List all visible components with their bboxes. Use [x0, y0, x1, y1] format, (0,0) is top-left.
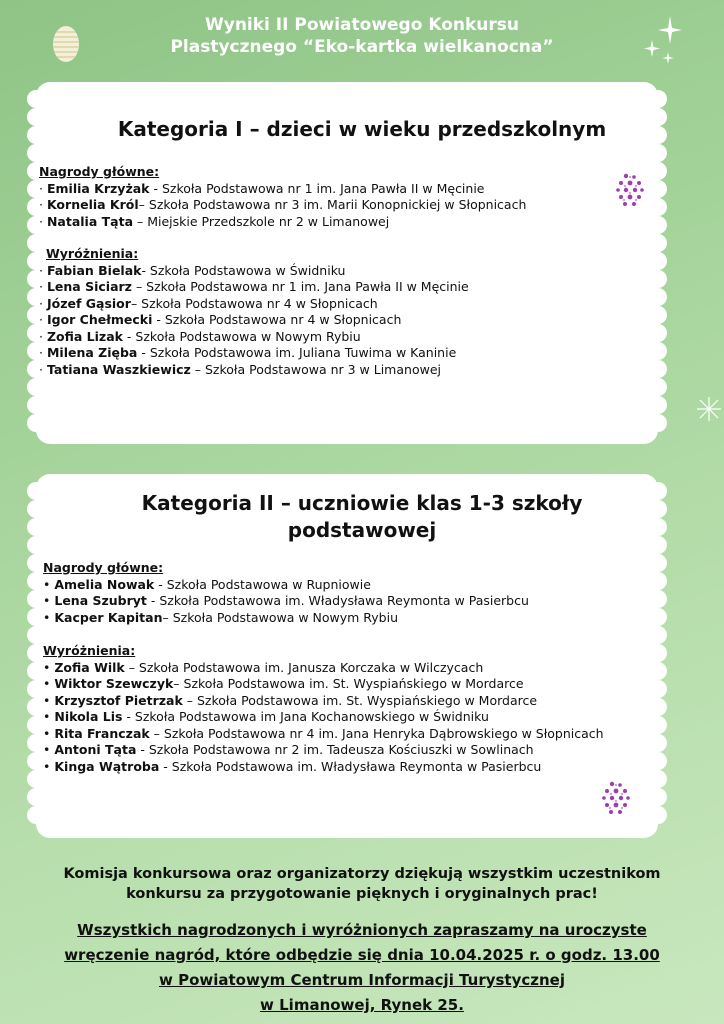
list-item: · Emilia Krzyżak - Szkoła Podstawowa nr 1 im. Jana Pawła II w Męcinie [39, 180, 485, 196]
honors-heading: Wyróżnienia: [43, 643, 136, 658]
header-title-line2: Plastycznego “Eko-kartka wielkanocna” [170, 37, 554, 57]
list-item: · Zofia Lizak - Szkoła Podstawowa w Nowym Rybiu [39, 328, 361, 344]
thanks-line1: Komisja konkursowa oraz organizatorzy dziękują wszystkim uczestnikom [63, 866, 661, 882]
category2-card [36, 474, 658, 838]
invite-line2: wręczenie nagród, które odbędzie się dnia 10.04.2025 r. o godz. 13.00 [64, 946, 660, 964]
list-item: · Kornelia Król– Szkoła Podstawowa nr 3 im. Marii Konopnickiej w Słopnicach [39, 197, 527, 212]
category2-title-line2: podstawowej [287, 518, 437, 542]
honors-heading: Wyróżnienia: [46, 246, 139, 261]
flower-egg-icon [612, 168, 648, 212]
list-item: · Igor Chełmecki - Szkoła Podstawowa nr 4 w Słopnicach [39, 312, 402, 327]
sparkle-icon [696, 396, 722, 422]
list-item: • Kacper Kapitan– Szkoła Podstawowa w Nowym Rybiu [43, 609, 399, 625]
category2-main-prizes [43, 560, 529, 626]
list-item: • Kinga Wątroba - Szkoła Podstawowa im. Władysława Reymonta w Pasierbcu [43, 758, 542, 774]
category1-card [36, 82, 658, 444]
list-item: · Tatiana Waszkiewicz – Szkoła Podstawowa nr 3 w Limanowej [39, 361, 441, 377]
list-item: • Wiktor Szewczyk– Szkoła Podstawowa im. St. Wyspiańskiego w Mordarce [43, 676, 524, 691]
list-item: • Lena Szubryt - Szkoła Podstawowa im. Władysława Reymonta w Pasierbcu [43, 593, 529, 608]
list-item: · Józef Gąsior– Szkoła Podstawowa nr 4 w Słopnicach [39, 295, 378, 311]
sparkle-icon [640, 14, 684, 66]
list-item: • Amelia Nowak - Szkoła Podstawowa w Rupniowie [43, 576, 371, 592]
category1-main-prizes [39, 164, 526, 230]
category2-title-line1: Kategoria II – uczniowie klas 1-3 szkoły [141, 491, 583, 515]
list-item: • Zofia Wilk – Szkoła Podstawowa im. Janusza Korczaka w Wilczycach [43, 659, 484, 675]
list-item: • Krzysztof Pietrzak – Szkoła Podstawowa im. St. Wyspiańskiego w Mordarce [43, 692, 538, 708]
list-item: · Fabian Bielak- Szkoła Podstawowa w Świdniku [39, 262, 346, 278]
list-item: • Antoni Tąta - Szkoła Podstawowa nr 2 im. Tadeusza Kościuszki w Sowlinach [43, 742, 534, 757]
list-item: · Milena Zięba - Szkoła Podstawowa im. Juliana Tuwima w Kaninie [39, 345, 457, 360]
footer-invitation [0, 918, 724, 1018]
list-item: · Lena Siciarz – Szkoła Podstawowa nr 1 im. Jana Pawła II w Męcinie [39, 279, 469, 294]
page-header [0, 14, 724, 58]
header-title-line1: Wyniki II Powiatowego Konkursu [204, 15, 519, 35]
main-prizes-heading: Nagrody główne: [43, 560, 164, 575]
invite-line4: w Limanowej, Rynek 25. [260, 996, 464, 1014]
invite-line3: w Powiatowym Centrum Informacji Turystycznej [159, 971, 565, 989]
flower-egg-icon [598, 776, 634, 820]
list-item: • Rita Franczak – Szkoła Podstawowa nr 4 im. Jana Henryka Dąbrowskiego w Słopnicach [43, 725, 604, 741]
footer-thanks [0, 864, 724, 904]
thanks-line2: konkursu za przygotowanie pięknych i oryginalnych prac! [126, 886, 598, 902]
category2-honors [43, 643, 604, 775]
category1-honors [39, 246, 469, 378]
list-item: • Nikola Lis - Szkoła Podstawowa im Jana Kochanowskiego w Świdniku [43, 709, 489, 724]
category1-title: Kategoria I – dzieci w wieku przedszkolnym [117, 117, 607, 141]
category2-title [36, 490, 658, 544]
main-prizes-heading: Nagrody główne: [39, 164, 160, 179]
invite-line1: Wszystkich nagrodzonych i wyróżnionych zapraszamy na uroczyste [77, 921, 647, 939]
list-item: · Natalia Tąta – Miejskie Przedszkole nr 2 w Limanowej [39, 213, 390, 229]
